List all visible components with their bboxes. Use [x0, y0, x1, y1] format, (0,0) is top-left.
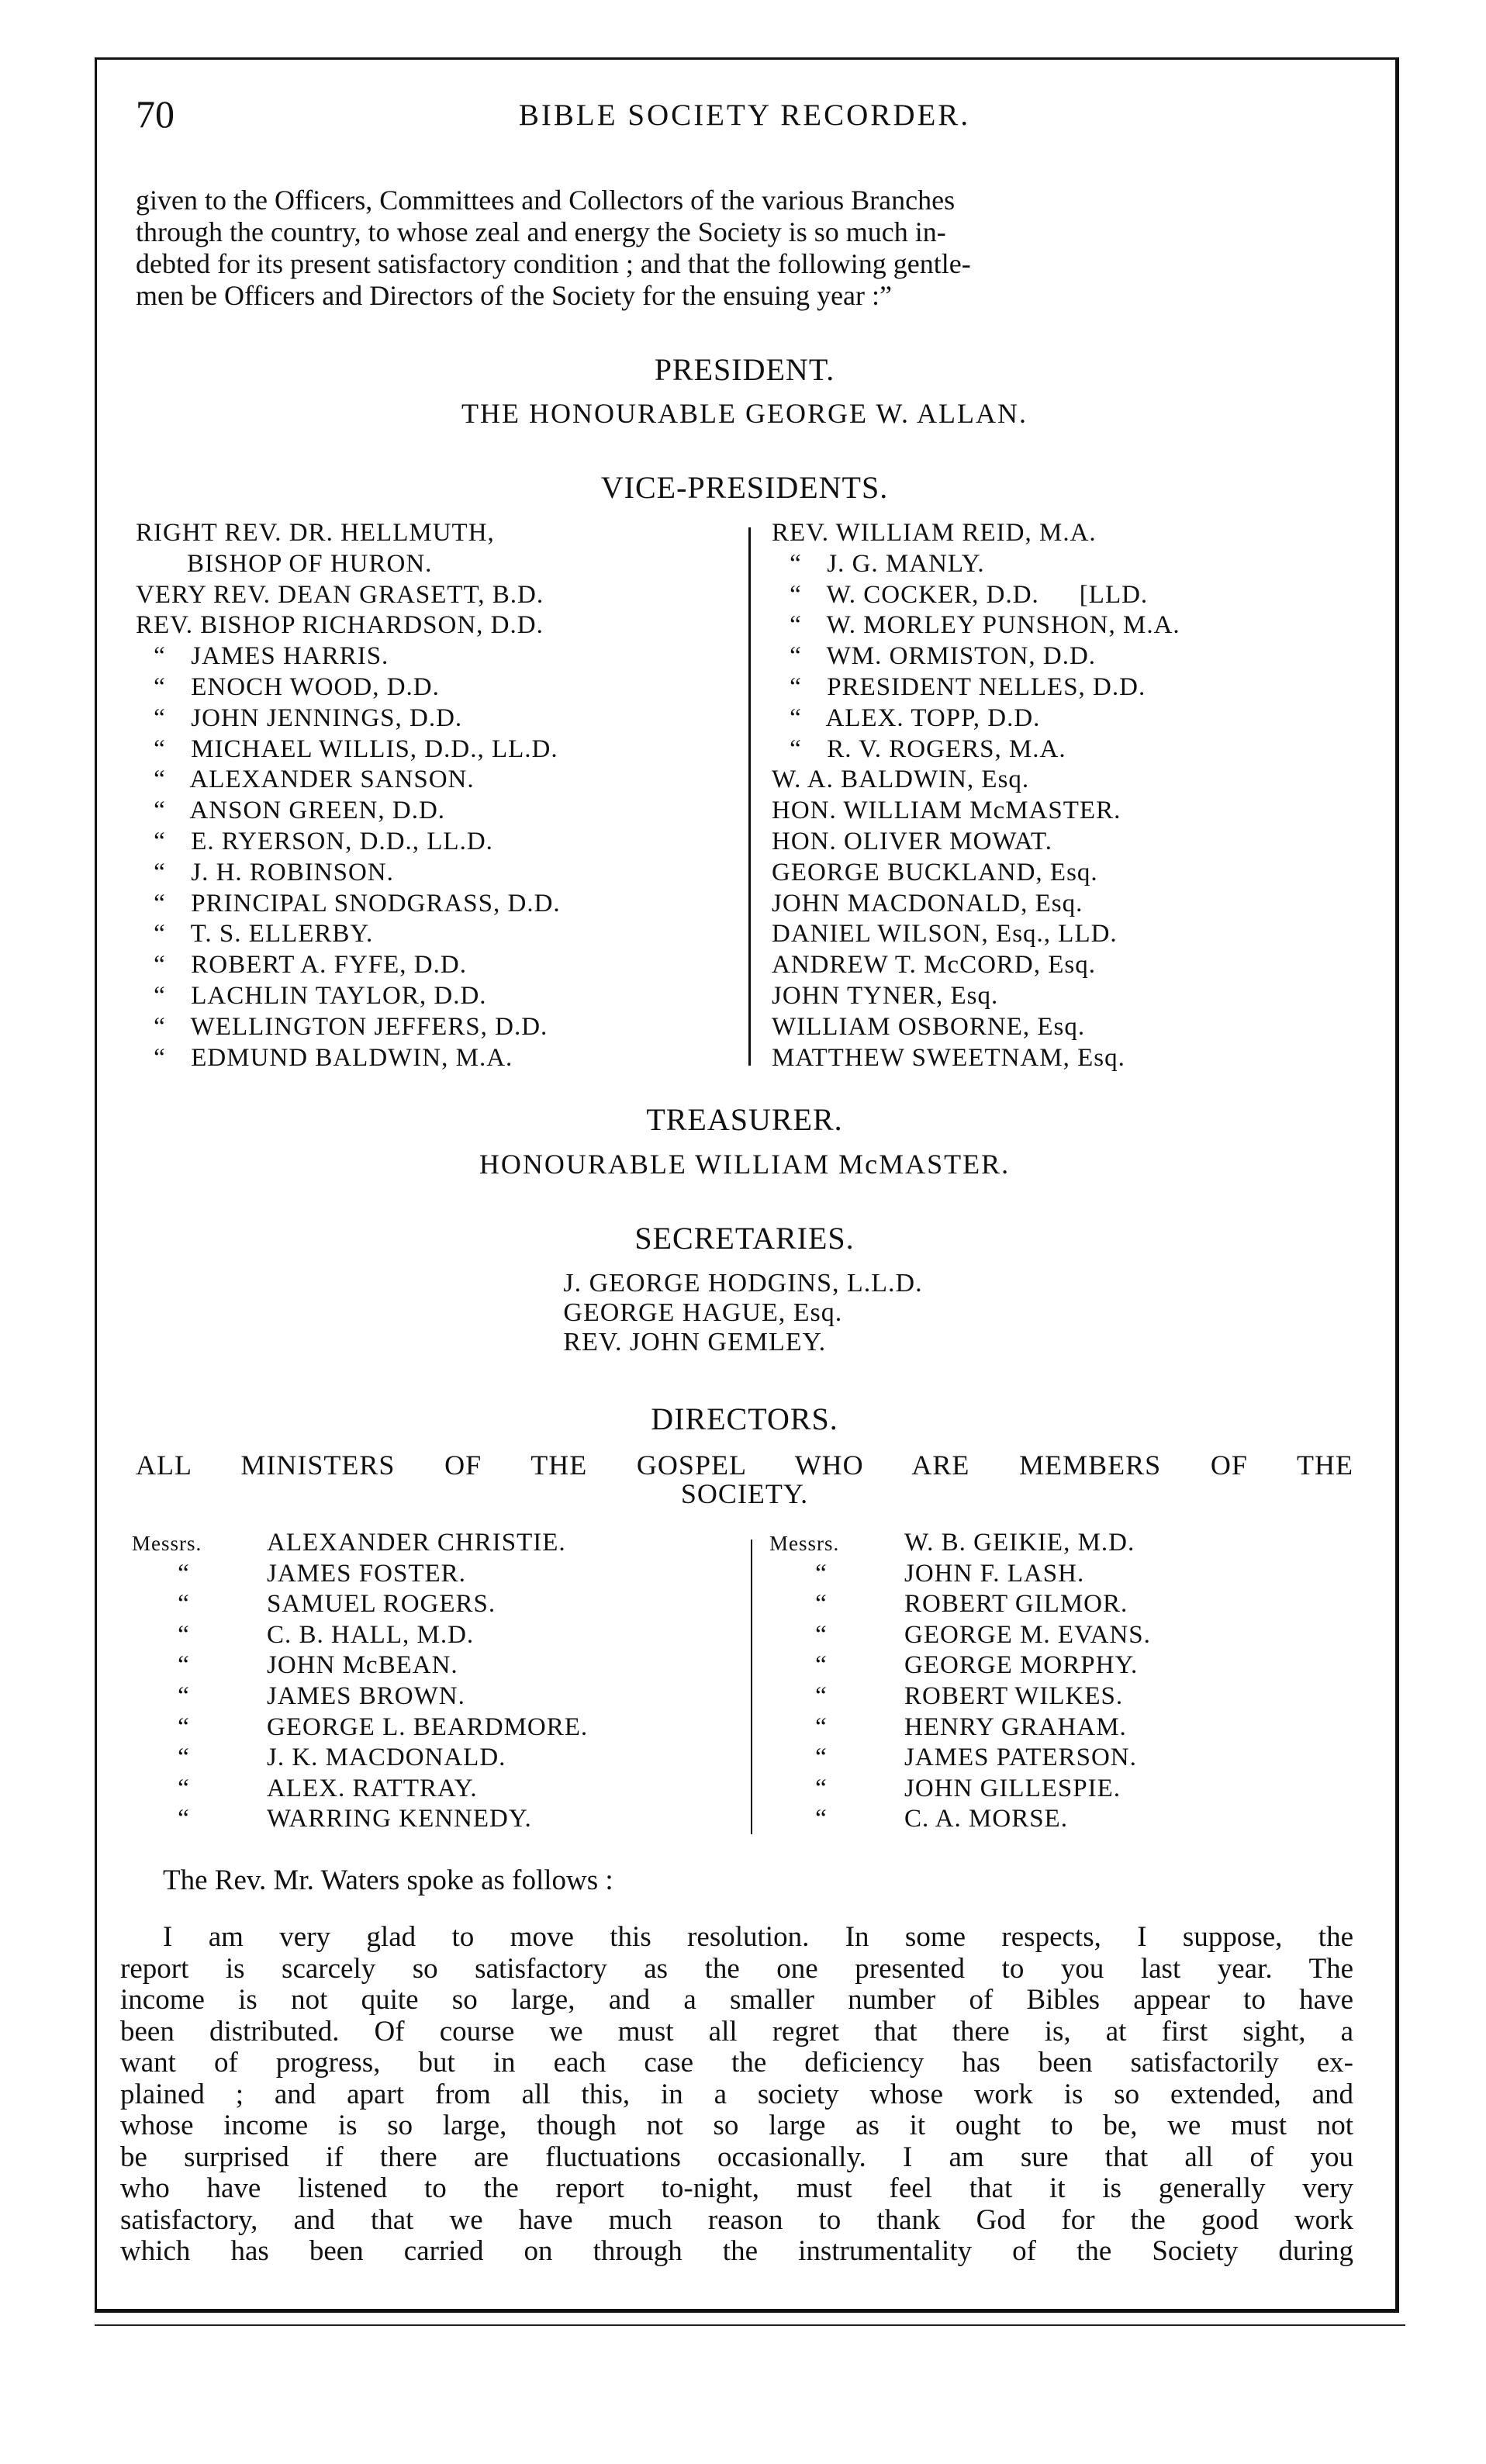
vice-presidents-left-column — [136, 518, 561, 1073]
speech-line: I am very glad to move this resolution. In some respects, I suppose, the — [163, 1921, 1353, 1953]
ditto-mark: “ — [815, 1620, 828, 1649]
speech-line: who have listened to the report to-night, must feel that it is generally very — [120, 2172, 1353, 2204]
speech-line: want of progress, but in each case the deficiency has been satisfactorily ex- — [120, 2047, 1353, 2079]
list-item — [136, 1012, 561, 1043]
directors-heading: DIRECTORS. — [651, 1401, 838, 1436]
list-item-text: GEORGE MORPHY. — [904, 1651, 1139, 1680]
messrs-prefix: Messrs. — [769, 1532, 840, 1555]
list-item — [772, 610, 1180, 641]
ditto-mark: “ — [790, 580, 802, 609]
list-item-text: JOHN GILLESPIE. — [904, 1774, 1121, 1802]
list-item-text: E. RYERSON, D.D., LL.D. — [191, 827, 493, 855]
list-item — [769, 1681, 1151, 1712]
ditto-mark: “ — [815, 1590, 828, 1619]
list-item — [136, 950, 561, 981]
ditto-mark: “ — [815, 1681, 828, 1710]
list-item — [769, 1743, 1151, 1774]
list-item-text: ALEXANDER SANSON. — [189, 765, 475, 794]
list-item-text: C. B. HALL, M.D. — [267, 1620, 475, 1649]
list-item-text: ROBERT WILKES. — [904, 1681, 1124, 1710]
list-item — [772, 641, 1180, 672]
directors-left-column — [132, 1528, 588, 1835]
list-item: WILLIAM OSBORNE, Esq. — [772, 1012, 1086, 1041]
ditto-mark: “ — [178, 1559, 190, 1588]
ditto-mark: “ — [790, 703, 802, 732]
list-item — [772, 734, 1180, 765]
list-item — [136, 827, 561, 858]
ditto-mark: “ — [790, 549, 802, 578]
intro-line: debted for its present satisfactory condition ; and that the following gentle- — [136, 248, 971, 279]
treasurer-heading: TREASURER. — [646, 1102, 843, 1137]
list-item: JOHN MACDONALD, Esq. — [772, 889, 1083, 918]
list-item-text: R. V. ROGERS, M.A. — [827, 734, 1066, 763]
ditto-mark: “ — [154, 858, 166, 886]
list-item — [769, 1620, 1151, 1651]
list-item-text: LACHLIN TAYLOR, D.D. — [191, 981, 487, 1010]
ditto-mark: “ — [790, 642, 802, 671]
ditto-mark: “ — [178, 1681, 190, 1710]
list-item: REV. JOHN GEMLEY. — [563, 1328, 827, 1356]
list-item — [132, 1804, 588, 1835]
ditto-mark: “ — [815, 1559, 828, 1588]
ditto-mark: “ — [790, 611, 802, 640]
list-item-text: T. S. ELLERBY. — [190, 920, 374, 949]
list-item-text: WARRING KENNEDY. — [267, 1805, 532, 1833]
ditto-mark: “ — [154, 951, 166, 980]
list-item — [136, 858, 561, 889]
ditto-mark: “ — [154, 1012, 166, 1041]
list-item — [772, 580, 1180, 611]
directors-right-column — [769, 1528, 1151, 1835]
list-item-text: HENRY GRAHAM. — [904, 1712, 1127, 1741]
vice-presidents-right-column — [772, 518, 1180, 1073]
list-item — [132, 1528, 588, 1559]
list-item — [132, 1589, 588, 1620]
ditto-mark: “ — [815, 1712, 828, 1741]
speech-paragraph — [120, 1922, 1353, 2268]
directors-statement: ALL MINISTERS OF THE GOSPEL WHO ARE MEMBERS OF THE — [136, 1450, 1353, 1481]
list-item — [769, 1712, 1151, 1743]
list-item — [132, 1559, 588, 1590]
list-item — [772, 703, 1180, 734]
list-item-text: JAMES HARRIS. — [191, 642, 389, 671]
list-item — [769, 1804, 1151, 1835]
ditto-mark: “ — [154, 734, 166, 763]
speech-line: be surprised if there are fluctuations occasionally. I am sure that all of you — [120, 2141, 1353, 2173]
ditto-mark: “ — [154, 672, 166, 701]
list-item-text: PRINCIPAL SNODGRASS, D.D. — [191, 889, 561, 918]
speech-line: whose income is so large, though not so large as it ought to be, we must not — [120, 2110, 1353, 2141]
list-item — [136, 1043, 561, 1074]
list-item-text: WM. ORMISTON, D.D. — [826, 642, 1097, 671]
list-item-text: WELLINGTON JEFFERS, D.D. — [190, 1012, 548, 1041]
ditto-mark: “ — [815, 1651, 828, 1680]
list-item-suffix: [LLD. — [1079, 580, 1149, 609]
ditto-mark: “ — [790, 734, 802, 763]
list-item — [769, 1559, 1151, 1590]
speech-intro: The Rev. Mr. Waters spoke as follows : — [163, 1864, 613, 1896]
list-item-text: JOHN McBEAN. — [267, 1651, 458, 1680]
ditto-mark: “ — [178, 1712, 190, 1741]
list-item-text: JAMES PATERSON. — [904, 1743, 1137, 1772]
president-name: THE HONOURABLE GEORGE W. ALLAN. — [461, 398, 1028, 429]
list-item: GEORGE HAGUE, Esq. — [563, 1298, 843, 1327]
bottom-rule — [95, 2324, 1405, 2326]
list-item-text: MICHAEL WILLIS, D.D., LL.D. — [191, 734, 558, 763]
page-header — [136, 92, 1353, 146]
list-item-text: ALEX. TOPP, D.D. — [825, 703, 1041, 732]
messrs-prefix: Messrs. — [132, 1532, 202, 1555]
list-item-text: EDMUND BALDWIN, M.A. — [191, 1043, 513, 1072]
ditto-mark: “ — [154, 797, 166, 825]
list-item-text: ROBERT A. FYFE, D.D. — [191, 951, 467, 980]
list-item-text: JAMES FOSTER. — [267, 1559, 466, 1588]
list-item-text: C. A. MORSE. — [904, 1805, 1068, 1833]
speech-line: plained ; and apart from all this, in a society whose work is so extended, and — [120, 2078, 1353, 2110]
ditto-mark: “ — [815, 1805, 828, 1833]
list-item: ANDREW T. McCORD, Esq. — [772, 951, 1096, 980]
speech-line: income is not quite so large, and a smaller number of Bibles appear to have — [120, 1984, 1353, 2016]
list-item: HON. WILLIAM McMASTER. — [772, 797, 1121, 825]
ditto-mark: “ — [790, 672, 802, 701]
list-item — [772, 672, 1180, 703]
speech-line: satisfactory, and that we have much reason to thank God for the good work — [120, 2203, 1353, 2236]
ditto-mark: “ — [154, 1043, 166, 1072]
speech-line: report is scarcely so satisfactory as the one presented to you last year. The — [120, 1952, 1353, 1985]
list-item — [772, 549, 1180, 580]
list-item-text: W. B. GEIKIE, M.D. — [904, 1529, 1135, 1557]
ditto-mark: “ — [178, 1743, 190, 1772]
list-item: J. GEORGE HODGINS, L.L.D. — [563, 1269, 923, 1298]
ditto-mark: “ — [178, 1590, 190, 1619]
ditto-mark: “ — [178, 1620, 190, 1649]
list-item-text: W. MORLEY PUNSHON, M.A. — [826, 611, 1180, 640]
list-item — [769, 1650, 1151, 1681]
list-item — [136, 889, 561, 920]
ditto-mark: “ — [154, 981, 166, 1010]
ditto-mark: “ — [178, 1805, 190, 1833]
list-item: JOHN TYNER, Esq. — [772, 981, 999, 1010]
ditto-mark: “ — [154, 703, 166, 732]
running-title: BIBLE SOCIETY RECORDER. — [518, 98, 971, 132]
list-item-text: ALEXANDER CHRISTIE. — [267, 1529, 566, 1557]
list-item: GEORGE BUCKLAND, Esq. — [772, 858, 1098, 886]
list-item-text: ALEX. RATTRAY. — [267, 1774, 478, 1802]
list-item — [132, 1681, 588, 1712]
list-item-text: GEORGE L. BEARDMORE. — [267, 1712, 589, 1741]
list-item — [132, 1650, 588, 1681]
list-item — [132, 1774, 588, 1805]
ditto-mark: “ — [154, 889, 166, 918]
column-divider — [748, 527, 751, 1066]
list-item — [136, 672, 561, 703]
list-item: W. A. BALDWIN, Esq. — [772, 765, 1030, 794]
list-item-text: W. COCKER, D.D. — [826, 580, 1039, 609]
ditto-mark: “ — [178, 1651, 190, 1680]
list-item: MATTHEW SWEETNAM, Esq. — [772, 1043, 1125, 1072]
speech-line: which has been carried on through the instrumentality of the Society during — [120, 2235, 1353, 2267]
list-item-text: ENOCH WOOD, D.D. — [191, 672, 440, 701]
list-item: REV. BISHOP RICHARDSON, D.D. — [136, 611, 544, 640]
speech-line: been distributed. Of course we must all regret that there is, at first sight, a — [120, 2015, 1353, 2048]
page-number: 70 — [136, 92, 175, 136]
intro-line: given to the Officers, Committees and Collectors of the various Branches — [136, 185, 956, 216]
list-item — [136, 765, 561, 796]
list-item-text: ROBERT GILMOR. — [904, 1590, 1128, 1619]
list-item-text: JOHN JENNINGS, D.D. — [191, 703, 463, 732]
list-item: DANIEL WILSON, Esq., LLD. — [772, 920, 1118, 949]
list-item: BISHOP OF HURON. — [187, 549, 433, 578]
ditto-mark: “ — [154, 765, 166, 794]
list-item: RIGHT REV. DR. HELLMUTH, — [136, 519, 495, 547]
list-item — [136, 734, 561, 765]
list-item — [136, 919, 561, 950]
list-item-text: GEORGE M. EVANS. — [904, 1620, 1151, 1649]
list-item — [136, 703, 561, 734]
list-item-text: JAMES BROWN. — [267, 1681, 465, 1710]
ditto-mark: “ — [815, 1774, 828, 1802]
secretaries-heading: SECRETARIES. — [634, 1221, 855, 1256]
list-item — [132, 1743, 588, 1774]
list-item-text: ANSON GREEN, D.D. — [189, 797, 446, 825]
list-item-text: PRESIDENT NELLES, D.D. — [827, 672, 1146, 701]
treasurer-name: HONOURABLE WILLIAM McMASTER. — [479, 1149, 1011, 1180]
directors-statement-line2: SOCIETY. — [680, 1478, 809, 1509]
list-item-text: JOHN F. LASH. — [904, 1559, 1085, 1588]
intro-line: men be Officers and Directors of the Society for the ensuing year :” — [136, 280, 892, 311]
list-item-text: SAMUEL ROGERS. — [267, 1590, 496, 1619]
list-item-text: J. G. MANLY. — [827, 549, 985, 578]
ditto-mark: “ — [154, 827, 166, 855]
list-item: VERY REV. DEAN GRASETT, B.D. — [136, 580, 544, 609]
president-heading: PRESIDENT. — [654, 352, 835, 387]
list-item — [132, 1620, 588, 1651]
column-divider — [751, 1540, 752, 1834]
ditto-mark: “ — [154, 642, 166, 671]
list-item — [136, 641, 561, 672]
ditto-mark: “ — [178, 1774, 190, 1802]
list-item — [769, 1589, 1151, 1620]
list-item: REV. WILLIAM REID, M.A. — [772, 519, 1097, 547]
list-item: HON. OLIVER MOWAT. — [772, 827, 1053, 855]
list-item — [769, 1528, 1151, 1559]
list-item — [769, 1774, 1151, 1805]
list-item — [136, 796, 561, 827]
ditto-mark: “ — [815, 1743, 828, 1772]
ditto-mark: “ — [154, 920, 166, 949]
list-item-text: J. K. MACDONALD. — [267, 1743, 506, 1772]
list-item-text: J. H. ROBINSON. — [191, 858, 394, 886]
secretaries-list — [0, 1269, 1486, 1357]
list-item — [132, 1712, 588, 1743]
vice-presidents-heading: VICE-PRESIDENTS. — [600, 470, 889, 505]
intro-line: through the country, to whose zeal and energy the Society is so much in- — [136, 216, 946, 247]
list-item — [136, 981, 561, 1012]
